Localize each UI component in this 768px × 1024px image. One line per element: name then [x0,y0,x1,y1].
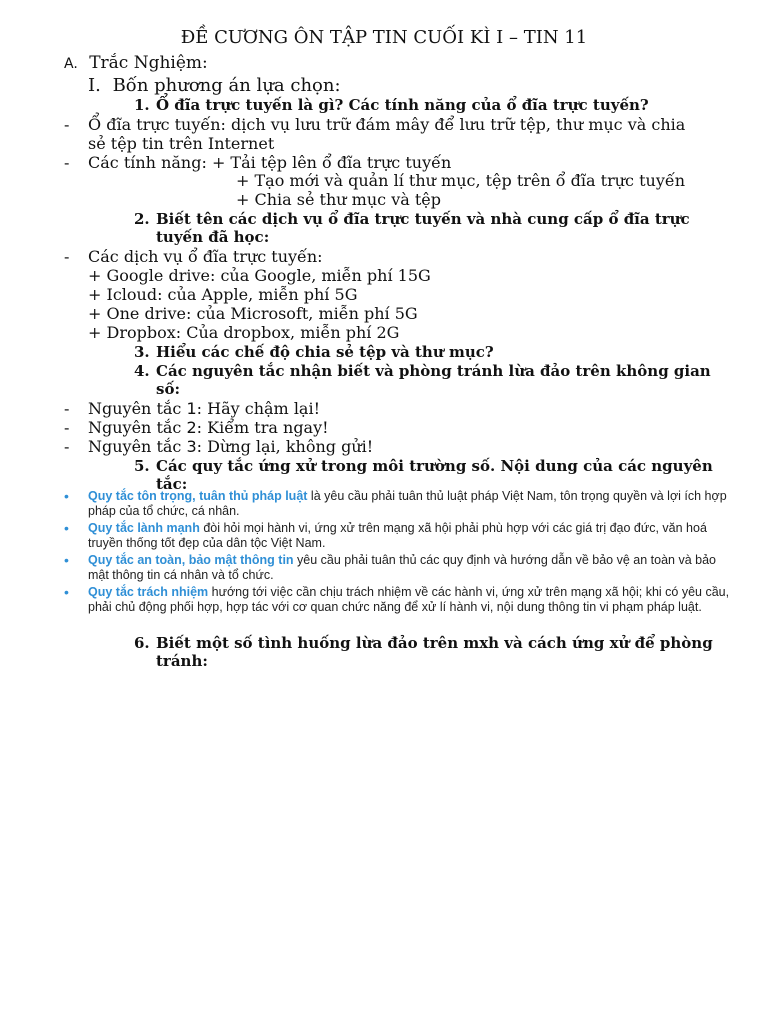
rule-item [64,520,734,551]
bullet-dash: - [64,418,70,437]
section-a-label: Trắc Nghiệm: [89,53,208,73]
question-4 [134,362,711,381]
question-5-text-line-1: Các quy tắc ứng xử trong môi trường số. Nội dung của các nguyên [156,457,713,475]
bullet-dash: - [64,437,70,456]
question-5 [134,457,713,476]
bullet-icon: • [64,488,69,504]
rule-description: yêu cầu phải tuân thủ các quy định và hướng dẫn về bảo vệ an toàn và bảo mật thông tin cá nhân và tổ chức. [88,553,716,582]
bullet-icon: • [64,552,69,568]
service-item: + Dropbox: Của dropbox, miễn phí 2G [88,323,400,342]
principle-prefix: Nguyên tắc [88,418,187,437]
question-4-number: 4. [134,362,150,380]
bullet-dash: - [64,115,70,134]
question-5-text-line-2: tắc: [156,475,188,493]
q1-features-line-1: Các tính năng: + Tải tệp lên ổ đĩa trực tuyến [88,153,452,172]
page-title: ĐỀ CƯƠNG ÔN TẬP TIN CUỐI KÌ I – TIN 11 [180,27,588,48]
rule-description: hướng tới việc cần chịu trách nhiệm về các hành vi, ứng xử trên mạng xã hội; khi có yêu cầu, phải chủ động phối hợp, hợp tác với cơ quan chức năng để xử lí hành vi, nội dung thông tin vi phạm pháp luật. [88,585,730,614]
section-a-marker: A. [64,56,78,72]
bullet-dash: - [64,399,70,418]
q1-features-line-2: + Tạo mới và quản lí thư mục, tệp trên ổ đĩa trực tuyến [236,171,685,190]
question-5-number: 5. [134,457,150,475]
question-3-text: Hiểu các chế độ chia sẻ tệp và thư mục? [156,343,494,361]
question-2-number: 2. [134,210,150,228]
principle-prefix: Nguyên tắc [88,437,187,456]
q1-features-line-3: + Chia sẻ thư mục và tệp [236,190,441,209]
section-a-heading [64,54,208,74]
service-item: + Icloud: của Apple, miễn phí 5G [88,285,358,304]
part-1-label: Bốn phương án lựa chọn: [112,75,341,96]
bullet-icon: • [64,584,69,600]
question-1 [134,96,649,115]
rule-description: là yêu cầu phải tuân thủ luật pháp Việt Nam, tôn trọng quyền và lợi ích hợp pháp của tổ chức, cá nhân. [88,489,727,518]
question-2-text-line-1: Biết tên các dịch vụ ổ đĩa trực tuyến và nhà cung cấp ổ đĩa trực [156,210,690,228]
rule-name: Quy tắc trách nhiệm [88,585,209,599]
rule-name: Quy tắc an toàn, bảo mật thông tin [88,553,294,567]
principle-text: : Hãy chậm lại! [196,399,321,418]
rule-name: Quy tắc lành mạnh [88,521,200,535]
question-6-number: 6. [134,634,150,652]
bullet-dash: - [64,247,70,266]
rule-item [64,552,734,583]
principle-number: 3 [186,437,197,456]
rule-description: đòi hỏi mọi hành vi, ứng xử trên mạng xã hội phải phù hợp với các giá trị đạo đức, văn hoá truyền thống tốt đẹp của dân tộc Việt Nam. [88,521,707,550]
rule-name: Quy tắc tôn trọng, tuân thủ pháp luật [88,489,308,503]
question-1-number: 1. [134,96,150,114]
service-item: + One drive: của Microsoft, miễn phí 5G [88,304,418,323]
question-6-text-line-2: tránh: [156,652,208,670]
principle-prefix: Nguyên tắc [88,399,187,418]
question-2-text-line-2: tuyến đã học: [156,228,270,246]
rule-item [64,584,734,615]
bullet-icon: • [64,520,69,536]
question-4-text-line-1: Các nguyên tắc nhận biết và phòng tránh lừa đảo trên không gian [156,362,711,380]
rule-item [64,488,734,519]
bullet-dash: - [64,153,70,172]
question-2 [134,210,690,229]
question-3-number: 3. [134,343,150,361]
question-6 [134,634,713,653]
q1-definition-line-1: Ổ đĩa trực tuyến: dịch vụ lưu trữ đám mây để lưu trữ tệp, thư mục và chia [88,115,686,134]
question-1-text: Ổ đĩa trực tuyến là gì? Các tính năng của ổ đĩa trực tuyến? [156,96,649,114]
principle-text: : Kiểm tra ngay! [196,418,329,437]
service-item: + Google drive: của Google, miễn phí 15G [88,266,431,285]
part-1-heading [88,76,341,95]
question-6-text-line-1: Biết một số tình huống lừa đảo trên mxh và cách ứng xử để phòng [156,634,713,652]
question-4-text-line-2: số: [156,380,180,398]
conduct-rules-list [64,488,734,617]
principle-number: 1 [186,399,197,418]
q2-intro-text: Các dịch vụ ổ đĩa trực tuyến: [88,247,323,266]
part-1-marker: I. [88,75,101,96]
principle-number: 2 [186,418,197,437]
q1-definition-line-2: sẻ tệp tin trên Internet [88,134,275,153]
principle-text: : Dừng lại, không gửi! [196,437,374,456]
question-3 [134,343,494,362]
